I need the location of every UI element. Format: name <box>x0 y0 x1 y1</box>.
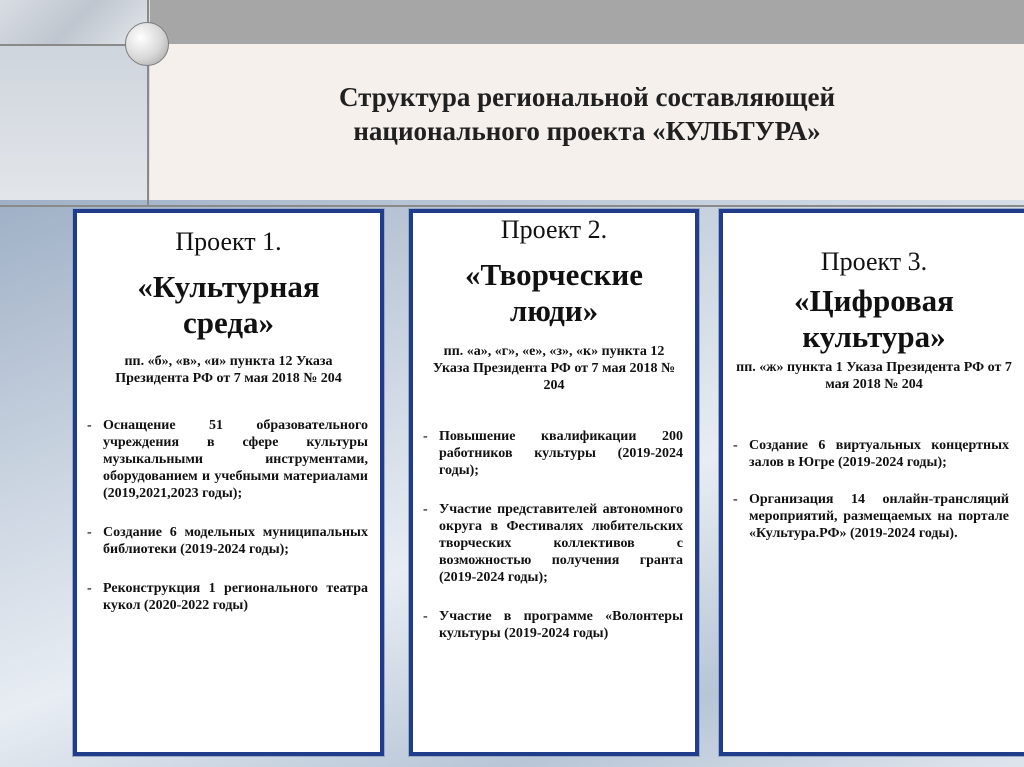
list-item-text: Реконструкция 1 регионального театра кукол (2020-2022 годы) <box>103 581 368 613</box>
project-3-label: Проект 3. <box>820 247 928 276</box>
circle-ornament <box>125 22 169 66</box>
project-3-name-line-1: «Цифровая <box>794 283 954 318</box>
list-item <box>413 501 683 586</box>
project-2-name-line-2: люди» <box>509 293 599 328</box>
project-1-items <box>77 417 368 614</box>
top-bar <box>150 0 1024 44</box>
list-item <box>723 437 1009 471</box>
dash-marker: - <box>423 429 428 444</box>
project-2-panel <box>409 209 699 756</box>
dash-marker: - <box>423 502 428 517</box>
project-3-name-line-2: культура» <box>802 319 946 354</box>
list-item <box>77 417 368 502</box>
list-item <box>413 608 683 642</box>
project-1-decree: пп. «б», «в», «и» пункта 12 Указа Президента РФ от 7 мая 2018 № 204 <box>115 354 342 386</box>
list-item <box>77 524 368 558</box>
list-item-text: Создание 6 модельных муниципальных библиотеки (2019-2024 годы); <box>103 525 368 557</box>
project-1-name <box>77 269 380 341</box>
project-2-label: Проект 2. <box>500 215 608 244</box>
list-item-text: Участие представителей автономного округа в Фестивалях любительских творческих коллективов с возможностью получения гранта (2019-2024 годы); <box>439 502 683 585</box>
project-3-name <box>723 283 1024 355</box>
project-3-items <box>723 437 1009 542</box>
project-1-label: Проект 1. <box>175 227 282 256</box>
project-1-name-line-2: среда» <box>182 305 275 340</box>
list-item <box>413 428 683 479</box>
project-2-name <box>413 257 695 329</box>
project-2-items <box>413 428 683 642</box>
slide-title-line-1: Структура региональной составляющей <box>338 82 836 112</box>
dash-marker: - <box>733 492 738 507</box>
dash-marker: - <box>733 438 738 453</box>
project-2-name-line-1: «Творческие <box>465 257 643 292</box>
list-item-text: Организация 14 онлайн-трансляций мероприятий, размещаемых на портале «Культура.РФ» (2019-2024 годы). <box>749 492 1009 541</box>
list-item-text: Создание 6 виртуальных концертных залов в Югре (2019-2024 годы); <box>749 438 1009 470</box>
list-item-text: Участие в программе «Волонтеры культуры (2019-2024 годы) <box>439 609 683 641</box>
list-item <box>77 580 368 614</box>
list-item-text: Оснащение 51 образовательного учреждения в сфере культуры музыкальными инструментами, оборудованием и учебными материалами (2019,2021,2023 годы); <box>103 418 368 501</box>
slide-title <box>150 80 1024 148</box>
slide-title-line-2: национального проекта «КУЛЬТУРА» <box>353 116 821 146</box>
project-3-panel <box>719 209 1024 756</box>
dash-marker: - <box>87 581 92 596</box>
background-decoration-left <box>0 46 150 206</box>
project-3-decree: пп. «ж» пункта 1 Указа Президента РФ от 7 мая 2018 № 204 <box>736 360 1012 392</box>
project-1-panel <box>73 209 384 756</box>
divider-horizontal-bottom <box>0 205 1024 207</box>
dash-marker: - <box>87 418 92 433</box>
project-2-decree: пп. «а», «г», «е», «з», «к» пункта 12 Указа Президента РФ от 7 мая 2018 № 204 <box>432 344 676 393</box>
project-1-name-line-1: «Культурная <box>137 269 320 304</box>
list-item-text: Повышение квалификации 200 работников культуры (2019-2024 годы); <box>439 429 683 478</box>
list-item <box>723 491 1009 542</box>
dash-marker: - <box>423 609 428 624</box>
dash-marker: - <box>87 525 92 540</box>
